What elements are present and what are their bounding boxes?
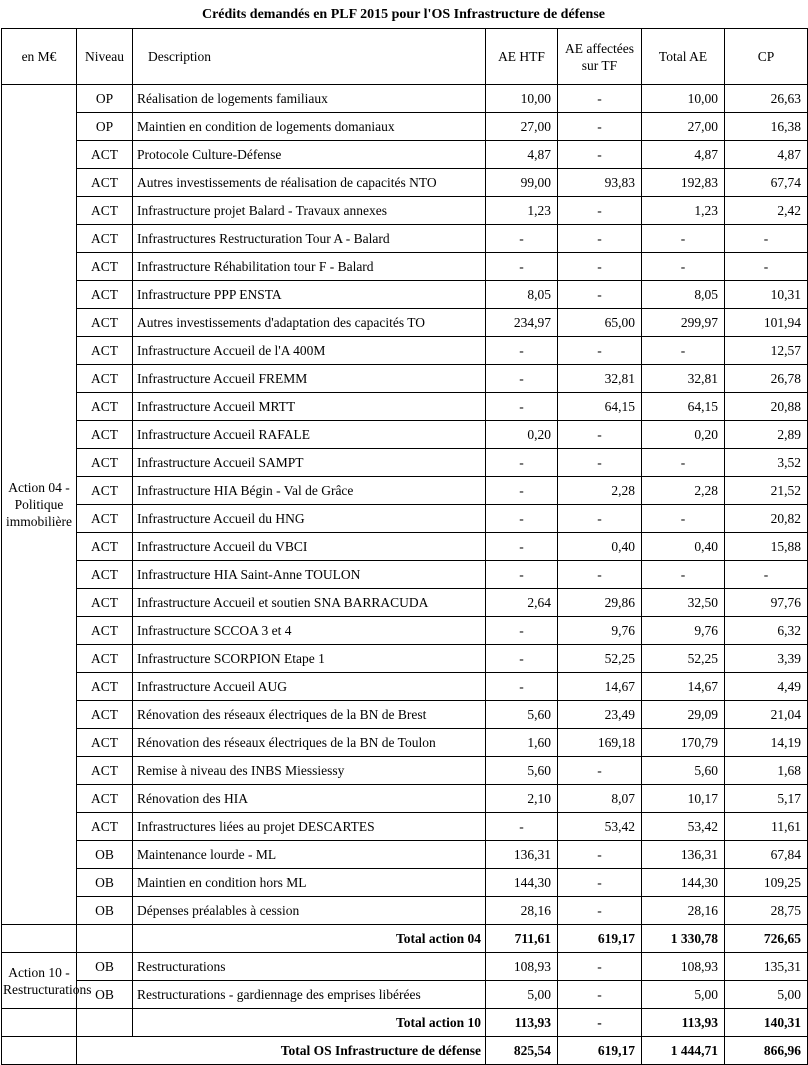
cell-level: ACT	[77, 309, 133, 337]
cell-ae-htf: -	[486, 225, 558, 253]
cell-total-ae: 299,97	[642, 309, 725, 337]
cell-ae-htf: -	[486, 673, 558, 701]
table-row	[2, 645, 808, 673]
cell-description: Infrastructure Accueil AUG	[133, 673, 486, 701]
cell-cp: 2,89	[725, 421, 808, 449]
cell-total-ae: 4,87	[642, 141, 725, 169]
cell-ae-htf: 144,30	[486, 869, 558, 897]
table-row	[2, 757, 808, 785]
cell-description: Autres investissements de réalisation de capacités NTO	[133, 169, 486, 197]
cell-ae-htf: 1,23	[486, 197, 558, 225]
cell-ae-htf: 5,00	[486, 981, 558, 1009]
action04-label: Action 04 - Politique immobilière	[2, 85, 77, 925]
cell-description: Infrastructure Accueil FREMM	[133, 365, 486, 393]
cell-ae-tf: 619,17	[558, 1037, 642, 1065]
cell-total-ae: -	[642, 337, 725, 365]
cell-total-ae: 9,76	[642, 617, 725, 645]
table-row	[2, 561, 808, 589]
cell-ae-tf: -	[558, 281, 642, 309]
cell-description: Infrastructure Accueil du VBCI	[133, 533, 486, 561]
cell-total-ae: 1,23	[642, 197, 725, 225]
cell-level: ACT	[77, 253, 133, 281]
cell-total-ae: 28,16	[642, 897, 725, 925]
cell-ae-tf: -	[558, 897, 642, 925]
cell-ae-tf: 8,07	[558, 785, 642, 813]
cell-level: ACT	[77, 281, 133, 309]
cell-ae-htf: -	[486, 393, 558, 421]
cell-ae-tf: 14,67	[558, 673, 642, 701]
cell-cp: 15,88	[725, 533, 808, 561]
cell-total-ae: -	[642, 505, 725, 533]
cell-cp: 26,63	[725, 85, 808, 113]
cell-ae-tf: 29,86	[558, 589, 642, 617]
cell-description: Rénovation des HIA	[133, 785, 486, 813]
cell-ae-tf: 65,00	[558, 309, 642, 337]
cell-total-ae: 136,31	[642, 841, 725, 869]
table-row	[2, 281, 808, 309]
cell-level: ACT	[77, 225, 133, 253]
cell-cp: 67,74	[725, 169, 808, 197]
cell-description: Infrastructure SCORPION Etape 1	[133, 645, 486, 673]
cell-level: ACT	[77, 337, 133, 365]
cell-total-ae: 32,81	[642, 365, 725, 393]
cell-ae-htf: 0,20	[486, 421, 558, 449]
table-row	[2, 225, 808, 253]
cell-ae-tf: -	[558, 337, 642, 365]
header-total-ae: Total AE	[642, 29, 725, 85]
cell-description: Maintien en condition de logements domaniaux	[133, 113, 486, 141]
cell-ae-htf: 136,31	[486, 841, 558, 869]
cell-total-ae: 14,67	[642, 673, 725, 701]
cell-ae-htf: -	[486, 365, 558, 393]
cell-total-ae: 64,15	[642, 393, 725, 421]
cell-description: Protocole Culture-Défense	[133, 141, 486, 169]
table-row	[2, 141, 808, 169]
cell-description: Infrastructure Accueil RAFALE	[133, 421, 486, 449]
header-ae-htf: AE HTF	[486, 29, 558, 85]
cell-level: ACT	[77, 505, 133, 533]
cell-description: Réalisation de logements familiaux	[133, 85, 486, 113]
cell-level: ACT	[77, 673, 133, 701]
cell-ae-htf: -	[486, 337, 558, 365]
cell-ae-tf: -	[558, 113, 642, 141]
cell-ae-htf: 1,60	[486, 729, 558, 757]
cell-description: Infrastructure Accueil SAMPT	[133, 449, 486, 477]
cell-ae-htf: -	[486, 561, 558, 589]
cell-cp: 6,32	[725, 617, 808, 645]
cell-ae-tf: -	[558, 561, 642, 589]
cell-ae-htf: 27,00	[486, 113, 558, 141]
cell-ae-tf: -	[558, 505, 642, 533]
cell-total-ae: 0,20	[642, 421, 725, 449]
table-row	[2, 197, 808, 225]
table-row	[2, 113, 808, 141]
cell-cp: 3,52	[725, 449, 808, 477]
cell-cp: 16,38	[725, 113, 808, 141]
cell-description: Infrastructures Restructuration Tour A - Balard	[133, 225, 486, 253]
cell-description: Infrastructure Accueil et soutien SNA BARRACUDA	[133, 589, 486, 617]
cell-ae-tf: -	[558, 981, 642, 1009]
cell-total-ae: 192,83	[642, 169, 725, 197]
cell-ae-tf: -	[558, 253, 642, 281]
cell-ae-tf: 53,42	[558, 813, 642, 841]
cell-level: ACT	[77, 785, 133, 813]
cell-total-ae: 1 330,78	[642, 925, 725, 953]
cell-total-ae: -	[642, 561, 725, 589]
cell-cp: -	[725, 225, 808, 253]
cell-level: OP	[77, 113, 133, 141]
cell-cp: 2,42	[725, 197, 808, 225]
cell-ae-tf: 169,18	[558, 729, 642, 757]
table-row	[2, 701, 808, 729]
cell-level: ACT	[77, 757, 133, 785]
table-row	[2, 533, 808, 561]
cell-ae-htf: 234,97	[486, 309, 558, 337]
cell-total-ae: 8,05	[642, 281, 725, 309]
cell-total-ae: 10,00	[642, 85, 725, 113]
cell-total-ae: 10,17	[642, 785, 725, 813]
table-row	[2, 589, 808, 617]
cell-total-ae: 0,40	[642, 533, 725, 561]
cell-ae-tf: 32,81	[558, 365, 642, 393]
header-level: Niveau	[77, 29, 133, 85]
cell-cp: 5,17	[725, 785, 808, 813]
action04-total-row	[2, 925, 808, 953]
cell-description: Remise à niveau des INBS Miessiessy	[133, 757, 486, 785]
table-row	[2, 953, 808, 981]
header-cp: CP	[725, 29, 808, 85]
cell-description: Infrastructure Réhabilitation tour F - Balard	[133, 253, 486, 281]
cell-cp: 1,68	[725, 757, 808, 785]
cell-cp: 109,25	[725, 869, 808, 897]
cell-cp: 20,88	[725, 393, 808, 421]
cell-level: ACT	[77, 393, 133, 421]
cell-level: OB	[77, 897, 133, 925]
table-row	[2, 253, 808, 281]
cell-cp: 14,19	[725, 729, 808, 757]
cell-cp: 67,84	[725, 841, 808, 869]
cell-level: ACT	[77, 477, 133, 505]
table-row	[2, 981, 808, 1009]
cell-total-ae: 108,93	[642, 953, 725, 981]
cell-total-ae: 170,79	[642, 729, 725, 757]
table-row	[2, 869, 808, 897]
cell-cp: 10,31	[725, 281, 808, 309]
cell-ae-tf: -	[558, 449, 642, 477]
cell-ae-tf: 23,49	[558, 701, 642, 729]
cell-ae-tf: -	[558, 757, 642, 785]
header-ae-tf: AE affectées sur TF	[558, 29, 642, 85]
cell-description: Dépenses préalables à cession	[133, 897, 486, 925]
table-row	[2, 85, 808, 113]
cell-ae-htf: -	[486, 617, 558, 645]
cell-cp: 3,39	[725, 645, 808, 673]
table-row	[2, 785, 808, 813]
cell-ae-htf: -	[486, 449, 558, 477]
table-body	[2, 85, 808, 1065]
cell-total-ae: -	[642, 449, 725, 477]
table-row	[2, 673, 808, 701]
cell-ae-tf: 0,40	[558, 533, 642, 561]
cell-cp: 97,76	[725, 589, 808, 617]
cell-level: OP	[77, 85, 133, 113]
empty-cell	[77, 925, 133, 953]
cell-ae-htf: -	[486, 813, 558, 841]
table-row	[2, 729, 808, 757]
empty-cell	[77, 1009, 133, 1037]
cell-description: Infrastructure Accueil MRTT	[133, 393, 486, 421]
cell-ae-htf: -	[486, 505, 558, 533]
cell-cp: -	[725, 561, 808, 589]
cell-ae-tf: 93,83	[558, 169, 642, 197]
cell-ae-htf: 10,00	[486, 85, 558, 113]
cell-ae-htf: 8,05	[486, 281, 558, 309]
grand-total-label: Total OS Infrastructure de défense	[77, 1037, 486, 1065]
cell-cp: 135,31	[725, 953, 808, 981]
cell-ae-tf: 52,25	[558, 645, 642, 673]
cell-level: ACT	[77, 617, 133, 645]
cell-ae-htf: 99,00	[486, 169, 558, 197]
cell-total-ae: 27,00	[642, 113, 725, 141]
cell-ae-tf: -	[558, 869, 642, 897]
cell-level: ACT	[77, 813, 133, 841]
cell-description: Infrastructure HIA Saint-Anne TOULON	[133, 561, 486, 589]
cell-description: Rénovation des réseaux électriques de la BN de Toulon	[133, 729, 486, 757]
cell-ae-htf: 28,16	[486, 897, 558, 925]
cell-description: Rénovation des réseaux électriques de la BN de Brest	[133, 701, 486, 729]
cell-level: ACT	[77, 645, 133, 673]
cell-description: Infrastructure Accueil du HNG	[133, 505, 486, 533]
cell-ae-tf: -	[558, 85, 642, 113]
table-row	[2, 813, 808, 841]
table-row	[2, 449, 808, 477]
cell-cp: 5,00	[725, 981, 808, 1009]
cell-cp: 101,94	[725, 309, 808, 337]
table-row	[2, 365, 808, 393]
cell-description: Infrastructure HIA Bégin - Val de Grâce	[133, 477, 486, 505]
table-row	[2, 897, 808, 925]
cell-total-ae: 29,09	[642, 701, 725, 729]
cell-ae-htf: -	[486, 533, 558, 561]
cell-ae-htf: 2,64	[486, 589, 558, 617]
cell-level: ACT	[77, 141, 133, 169]
cell-description: Infrastructure Accueil de l'A 400M	[133, 337, 486, 365]
cell-ae-htf: 4,87	[486, 141, 558, 169]
cell-level: OB	[77, 953, 133, 981]
cell-level: ACT	[77, 197, 133, 225]
cell-total-ae: 32,50	[642, 589, 725, 617]
cell-level: ACT	[77, 589, 133, 617]
table-row	[2, 393, 808, 421]
action04-total-label: Total action 04	[133, 925, 486, 953]
cell-level: ACT	[77, 533, 133, 561]
cell-ae-tf: 619,17	[558, 925, 642, 953]
cell-level: ACT	[77, 561, 133, 589]
empty-cell	[2, 1009, 77, 1037]
cell-cp: 20,82	[725, 505, 808, 533]
cell-ae-htf: 108,93	[486, 953, 558, 981]
cell-level: ACT	[77, 169, 133, 197]
cell-cp: 726,65	[725, 925, 808, 953]
action10-total-row	[2, 1009, 808, 1037]
cell-description: Infrastructures liées au projet DESCARTES	[133, 813, 486, 841]
cell-ae-htf: 825,54	[486, 1037, 558, 1065]
cell-ae-tf: 2,28	[558, 477, 642, 505]
header-description: Description	[133, 29, 486, 85]
cell-level: OB	[77, 869, 133, 897]
cell-total-ae: 53,42	[642, 813, 725, 841]
cell-total-ae: 5,00	[642, 981, 725, 1009]
cell-description: Restructurations - gardiennage des emprises libérées	[133, 981, 486, 1009]
cell-ae-htf: -	[486, 477, 558, 505]
cell-cp: 12,57	[725, 337, 808, 365]
cell-total-ae: 1 444,71	[642, 1037, 725, 1065]
cell-level: ACT	[77, 701, 133, 729]
table-row	[2, 505, 808, 533]
cell-description: Autres investissements d'adaptation des capacités TO	[133, 309, 486, 337]
cell-level: ACT	[77, 421, 133, 449]
header-row	[2, 29, 808, 85]
cell-description: Infrastructure projet Balard - Travaux annexes	[133, 197, 486, 225]
cell-description: Infrastructure PPP ENSTA	[133, 281, 486, 309]
cell-cp: 21,52	[725, 477, 808, 505]
empty-cell	[2, 925, 77, 953]
cell-total-ae: 144,30	[642, 869, 725, 897]
cell-cp: -	[725, 253, 808, 281]
cell-ae-tf: -	[558, 841, 642, 869]
cell-total-ae: 5,60	[642, 757, 725, 785]
cell-cp: 866,96	[725, 1037, 808, 1065]
credits-table	[1, 28, 808, 1065]
cell-description: Maintenance lourde - ML	[133, 841, 486, 869]
cell-cp: 4,49	[725, 673, 808, 701]
cell-level: ACT	[77, 449, 133, 477]
table-row	[2, 477, 808, 505]
cell-ae-tf: 64,15	[558, 393, 642, 421]
cell-ae-tf: -	[558, 197, 642, 225]
cell-total-ae: -	[642, 225, 725, 253]
cell-ae-htf: 5,60	[486, 757, 558, 785]
action10-total-label: Total action 10	[133, 1009, 486, 1037]
cell-cp: 4,87	[725, 141, 808, 169]
table-title: Crédits demandés en PLF 2015 pour l'OS Infrastructure de défense	[201, 7, 605, 22]
cell-level: ACT	[77, 729, 133, 757]
cell-description: Restructurations	[133, 953, 486, 981]
grand-total-row	[2, 1037, 808, 1065]
cell-ae-tf: -	[558, 225, 642, 253]
cell-description: Maintien en condition hors ML	[133, 869, 486, 897]
cell-cp: 11,61	[725, 813, 808, 841]
cell-level: ACT	[77, 365, 133, 393]
cell-total-ae: -	[642, 253, 725, 281]
cell-cp: 28,75	[725, 897, 808, 925]
cell-ae-htf: 5,60	[486, 701, 558, 729]
cell-level: OB	[77, 841, 133, 869]
cell-cp: 26,78	[725, 365, 808, 393]
table-row	[2, 169, 808, 197]
cell-cp: 21,04	[725, 701, 808, 729]
cell-ae-tf: 9,76	[558, 617, 642, 645]
table-row	[2, 337, 808, 365]
cell-total-ae: 2,28	[642, 477, 725, 505]
cell-ae-htf: 113,93	[486, 1009, 558, 1037]
cell-description: Infrastructure SCCOA 3 et 4	[133, 617, 486, 645]
cell-ae-htf: 2,10	[486, 785, 558, 813]
cell-ae-htf: -	[486, 253, 558, 281]
cell-ae-tf: -	[558, 421, 642, 449]
header-unit: en M€	[2, 29, 77, 85]
action10-label: Action 10 - Restructurations	[2, 953, 77, 1009]
table-row	[2, 309, 808, 337]
cell-ae-tf: -	[558, 1009, 642, 1037]
cell-total-ae: 113,93	[642, 1009, 725, 1037]
table-row	[2, 421, 808, 449]
cell-ae-tf: -	[558, 141, 642, 169]
table-row	[2, 617, 808, 645]
cell-ae-htf: 711,61	[486, 925, 558, 953]
cell-cp: 140,31	[725, 1009, 808, 1037]
cell-level: OB	[77, 981, 133, 1009]
cell-total-ae: 52,25	[642, 645, 725, 673]
cell-ae-htf: -	[486, 645, 558, 673]
table-row	[2, 841, 808, 869]
cell-ae-tf: -	[558, 953, 642, 981]
empty-cell	[2, 1037, 77, 1065]
